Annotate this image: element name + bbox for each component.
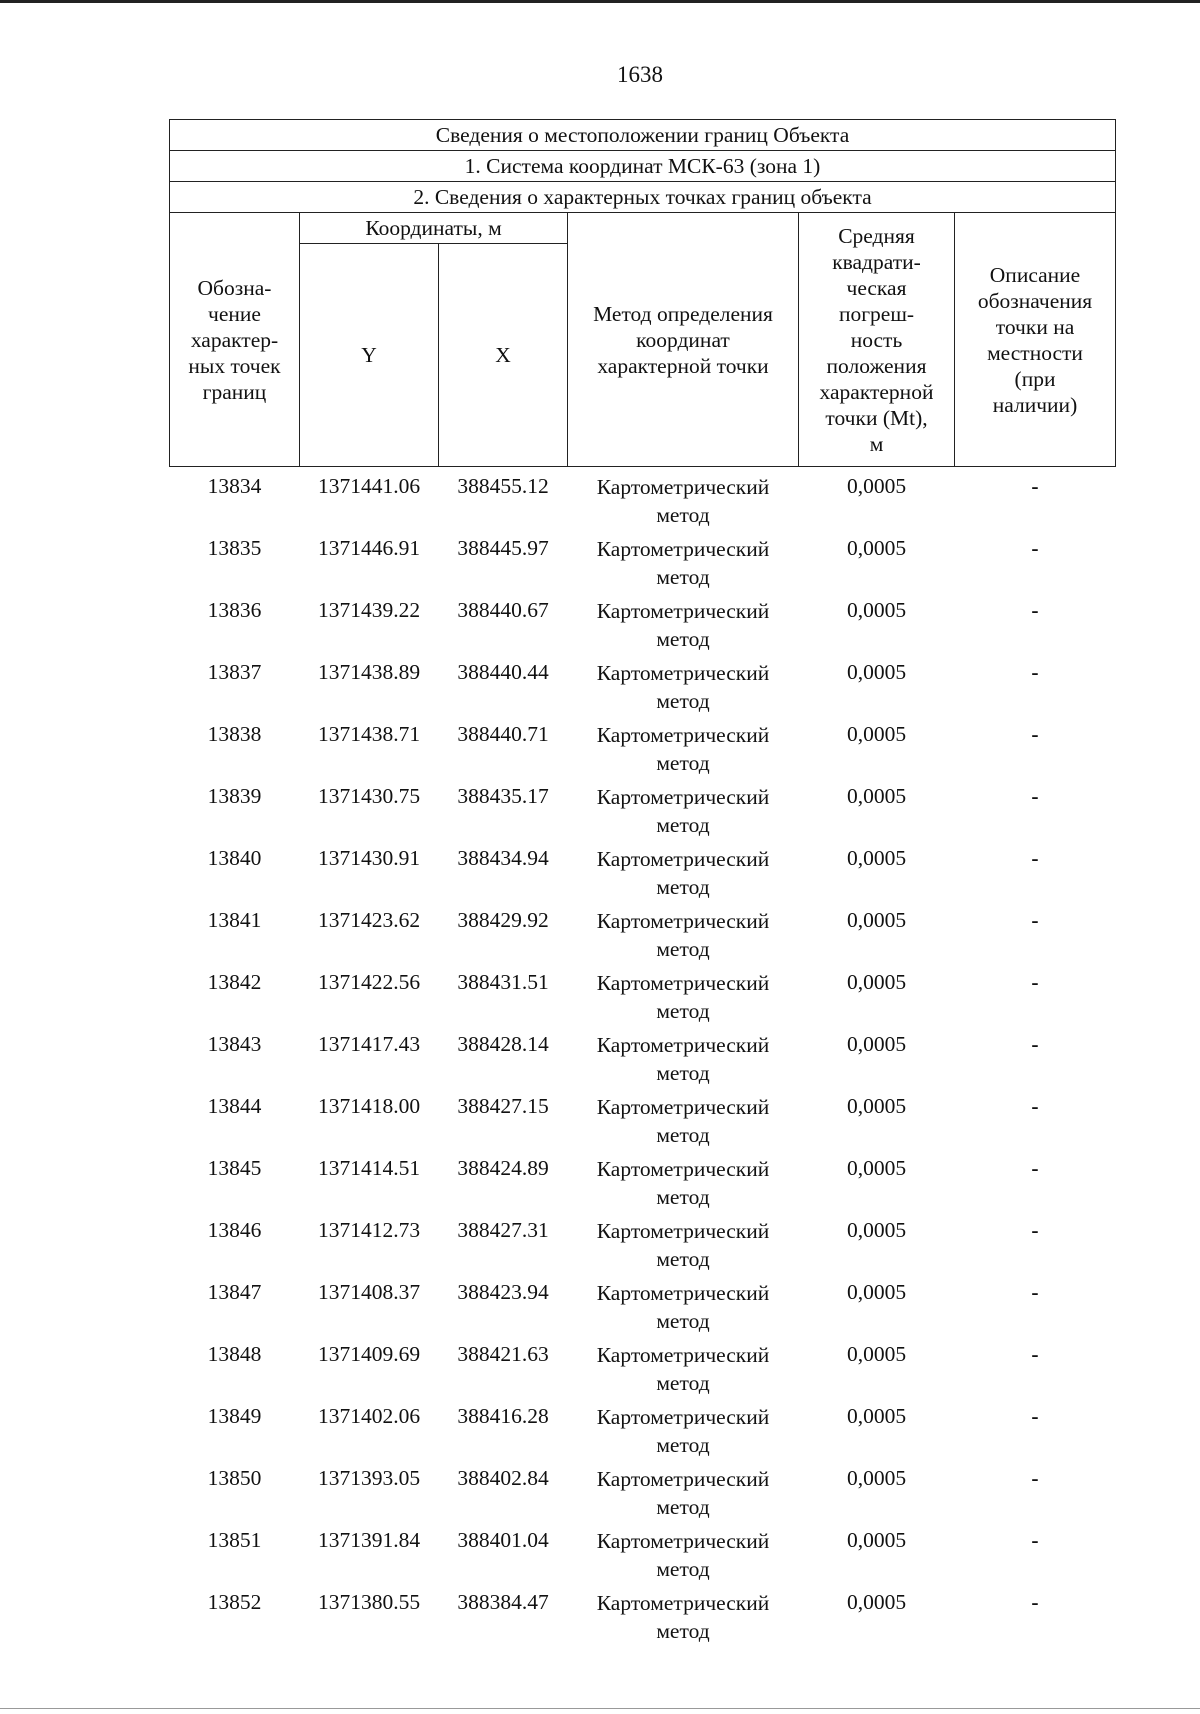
table-row — [170, 1521, 1116, 1583]
description-cell: - — [1031, 536, 1039, 560]
coordinate-x-cell: 388424.89 — [457, 1156, 549, 1180]
method-cell: Картометрический метод — [596, 1095, 770, 1147]
column-header-method: Метод определения координат характерной точки — [568, 213, 799, 467]
coordinate-x-cell: 388427.15 — [457, 1094, 549, 1118]
mean-square-error-cell: 0,0005 — [846, 908, 907, 932]
table-row — [170, 1025, 1116, 1087]
coordinate-y-cell: 1371380.55 — [317, 1590, 421, 1614]
point-id-cell: 13850 — [207, 1466, 262, 1490]
method-cell: Картометрический метод — [596, 971, 770, 1023]
method-cell: Картометрический метод — [596, 537, 770, 589]
description-cell: - — [1031, 1342, 1039, 1366]
coordinate-y-cell: 1371414.51 — [317, 1156, 421, 1180]
point-id-cell: 13843 — [207, 1032, 262, 1056]
coordinate-y-cell: 1371439.22 — [317, 598, 421, 622]
mean-square-error-cell: 0,0005 — [846, 474, 907, 498]
table-row — [170, 963, 1116, 1025]
description-cell: - — [1031, 1590, 1039, 1614]
table-body — [170, 467, 1116, 1646]
method-cell: Картометрический метод — [596, 661, 770, 713]
description-cell: - — [1031, 970, 1039, 994]
point-id-cell: 13844 — [207, 1094, 262, 1118]
coordinate-y-cell: 1371408.37 — [317, 1280, 421, 1304]
coordinate-x-cell: 388384.47 — [457, 1590, 549, 1614]
table-title-characteristic-points: 2. Сведения о характерных точках границ объекта — [170, 182, 1116, 213]
method-cell: Картометрический метод — [596, 599, 770, 651]
table-row — [170, 1087, 1116, 1149]
mean-square-error-cell: 0,0005 — [846, 598, 907, 622]
mean-square-error-cell: 0,0005 — [846, 1156, 907, 1180]
description-cell: - — [1031, 722, 1039, 746]
description-cell: - — [1031, 1404, 1039, 1428]
point-id-cell: 13842 — [207, 970, 262, 994]
method-cell: Картометрический метод — [596, 785, 770, 837]
scan-bottom-edge — [0, 1708, 1200, 1709]
coordinate-x-cell: 388428.14 — [457, 1032, 549, 1056]
method-cell: Картометрический метод — [596, 1591, 770, 1643]
description-cell: - — [1031, 784, 1039, 808]
table-header — [170, 120, 1116, 467]
coordinate-x-cell: 388402.84 — [457, 1466, 549, 1490]
point-id-cell: 13848 — [207, 1342, 262, 1366]
coordinate-y-cell: 1371393.05 — [317, 1466, 421, 1490]
method-cell: Картометрический метод — [596, 1467, 770, 1519]
mean-square-error-cell: 0,0005 — [846, 970, 907, 994]
column-header-x: X — [439, 244, 568, 467]
description-cell: - — [1031, 1032, 1039, 1056]
coordinate-x-cell: 388440.71 — [457, 722, 549, 746]
method-cell: Картометрический метод — [596, 723, 770, 775]
coordinate-y-cell: 1371418.00 — [317, 1094, 421, 1118]
method-cell: Картометрический метод — [596, 1529, 770, 1581]
mean-square-error-cell: 0,0005 — [846, 846, 907, 870]
coordinate-y-cell: 1371430.75 — [317, 784, 421, 808]
point-id-cell: 13834 — [207, 474, 262, 498]
point-id-cell: 13845 — [207, 1156, 262, 1180]
mean-square-error-cell: 0,0005 — [846, 1342, 907, 1366]
table-row — [170, 1273, 1116, 1335]
method-cell: Картометрический метод — [596, 1281, 770, 1333]
coordinate-x-cell: 388445.97 — [457, 536, 549, 560]
coordinate-y-cell: 1371441.06 — [317, 474, 421, 498]
method-cell: Картометрический метод — [596, 1405, 770, 1457]
coordinate-x-cell: 388431.51 — [457, 970, 549, 994]
coordinate-x-cell: 388434.94 — [457, 846, 549, 870]
method-cell: Картометрический метод — [596, 1157, 770, 1209]
point-id-cell: 13846 — [207, 1218, 262, 1242]
description-cell: - — [1031, 908, 1039, 932]
column-header-mean-square-error: Средняя квадрати- ческая погреш- ность положения характерной точки (Mt), м — [799, 213, 955, 467]
mean-square-error-cell: 0,0005 — [846, 660, 907, 684]
description-cell: - — [1031, 1280, 1039, 1304]
method-cell: Картометрический метод — [596, 1343, 770, 1395]
description-cell: - — [1031, 474, 1039, 498]
method-cell: Картометрический метод — [596, 1219, 770, 1271]
point-id-cell: 13837 — [207, 660, 262, 684]
point-id-cell: 13835 — [207, 536, 262, 560]
point-id-cell: 13849 — [207, 1404, 262, 1428]
coordinate-y-cell: 1371438.71 — [317, 722, 421, 746]
mean-square-error-cell: 0,0005 — [846, 1032, 907, 1056]
description-cell: - — [1031, 1466, 1039, 1490]
point-id-cell: 13838 — [207, 722, 262, 746]
table-row — [170, 777, 1116, 839]
description-cell: - — [1031, 660, 1039, 684]
column-header-designation: Обозна- чение характер- ных точек границ — [170, 213, 300, 467]
mean-square-error-cell: 0,0005 — [846, 722, 907, 746]
description-cell: - — [1031, 598, 1039, 622]
coordinate-x-cell: 388421.63 — [457, 1342, 549, 1366]
column-header-y: Y — [300, 244, 439, 467]
coordinate-x-cell: 388423.94 — [457, 1280, 549, 1304]
table-row — [170, 1335, 1116, 1397]
method-cell: Картометрический метод — [596, 1033, 770, 1085]
table-title-boundaries: Сведения о местоположении границ Объекта — [170, 120, 1116, 151]
coordinate-x-cell: 388440.44 — [457, 660, 549, 684]
coordinate-y-cell: 1371438.89 — [317, 660, 421, 684]
mean-square-error-cell: 0,0005 — [846, 1218, 907, 1242]
table-row — [170, 1397, 1116, 1459]
mean-square-error-cell: 0,0005 — [846, 1094, 907, 1118]
coordinate-y-cell: 1371446.91 — [317, 536, 421, 560]
mean-square-error-cell: 0,0005 — [846, 1590, 907, 1614]
coordinate-x-cell: 388401.04 — [457, 1528, 549, 1552]
table-row — [170, 653, 1116, 715]
point-id-cell: 13839 — [207, 784, 262, 808]
coordinate-y-cell: 1371430.91 — [317, 846, 421, 870]
coordinate-y-cell: 1371402.06 — [317, 1404, 421, 1428]
coordinate-x-cell: 388429.92 — [457, 908, 549, 932]
mean-square-error-cell: 0,0005 — [846, 1528, 907, 1552]
column-header-coordinates: Координаты, м — [300, 213, 568, 244]
point-id-cell: 13852 — [207, 1590, 262, 1614]
point-id-cell: 13841 — [207, 908, 262, 932]
coordinate-y-cell: 1371417.43 — [317, 1032, 421, 1056]
method-cell: Картометрический метод — [596, 475, 770, 527]
point-id-cell: 13836 — [207, 598, 262, 622]
coordinate-y-cell: 1371412.73 — [317, 1218, 421, 1242]
description-cell: - — [1031, 1156, 1039, 1180]
boundary-points-table — [169, 119, 1116, 1645]
table-row — [170, 529, 1116, 591]
page-number: 1638 — [617, 62, 663, 87]
coordinate-x-cell: 388427.31 — [457, 1218, 549, 1242]
mean-square-error-cell: 0,0005 — [846, 1280, 907, 1304]
description-cell: - — [1031, 1218, 1039, 1242]
coordinate-y-cell: 1371409.69 — [317, 1342, 421, 1366]
coordinate-y-cell: 1371423.62 — [317, 908, 421, 932]
mean-square-error-cell: 0,0005 — [846, 536, 907, 560]
scan-top-edge — [0, 0, 1200, 3]
description-cell: - — [1031, 1094, 1039, 1118]
point-id-cell: 13840 — [207, 846, 262, 870]
method-cell: Картометрический метод — [596, 847, 770, 899]
table-row — [170, 1211, 1116, 1273]
method-cell: Картометрический метод — [596, 909, 770, 961]
table-title-coordinate-system: 1. Система координат МСК-63 (зона 1) — [170, 151, 1116, 182]
point-id-cell: 13847 — [207, 1280, 262, 1304]
coordinate-x-cell: 388435.17 — [457, 784, 549, 808]
mean-square-error-cell: 0,0005 — [846, 784, 907, 808]
coordinate-x-cell: 388440.67 — [457, 598, 549, 622]
mean-square-error-cell: 0,0005 — [846, 1466, 907, 1490]
table-row — [170, 901, 1116, 963]
coordinate-y-cell: 1371422.56 — [317, 970, 421, 994]
table-row — [170, 467, 1116, 530]
table-row — [170, 1459, 1116, 1521]
table-row — [170, 1149, 1116, 1211]
description-cell: - — [1031, 1528, 1039, 1552]
mean-square-error-cell: 0,0005 — [846, 1404, 907, 1428]
table-row — [170, 839, 1116, 901]
column-header-description: Описание обозначения точки на местности (при наличии) — [955, 213, 1116, 467]
point-id-cell: 13851 — [207, 1528, 262, 1552]
coordinate-y-cell: 1371391.84 — [317, 1528, 421, 1552]
table-row — [170, 1583, 1116, 1645]
table-row — [170, 591, 1116, 653]
coordinate-x-cell: 388416.28 — [457, 1404, 549, 1428]
table-row — [170, 715, 1116, 777]
description-cell: - — [1031, 846, 1039, 870]
coordinate-x-cell: 388455.12 — [457, 474, 549, 498]
